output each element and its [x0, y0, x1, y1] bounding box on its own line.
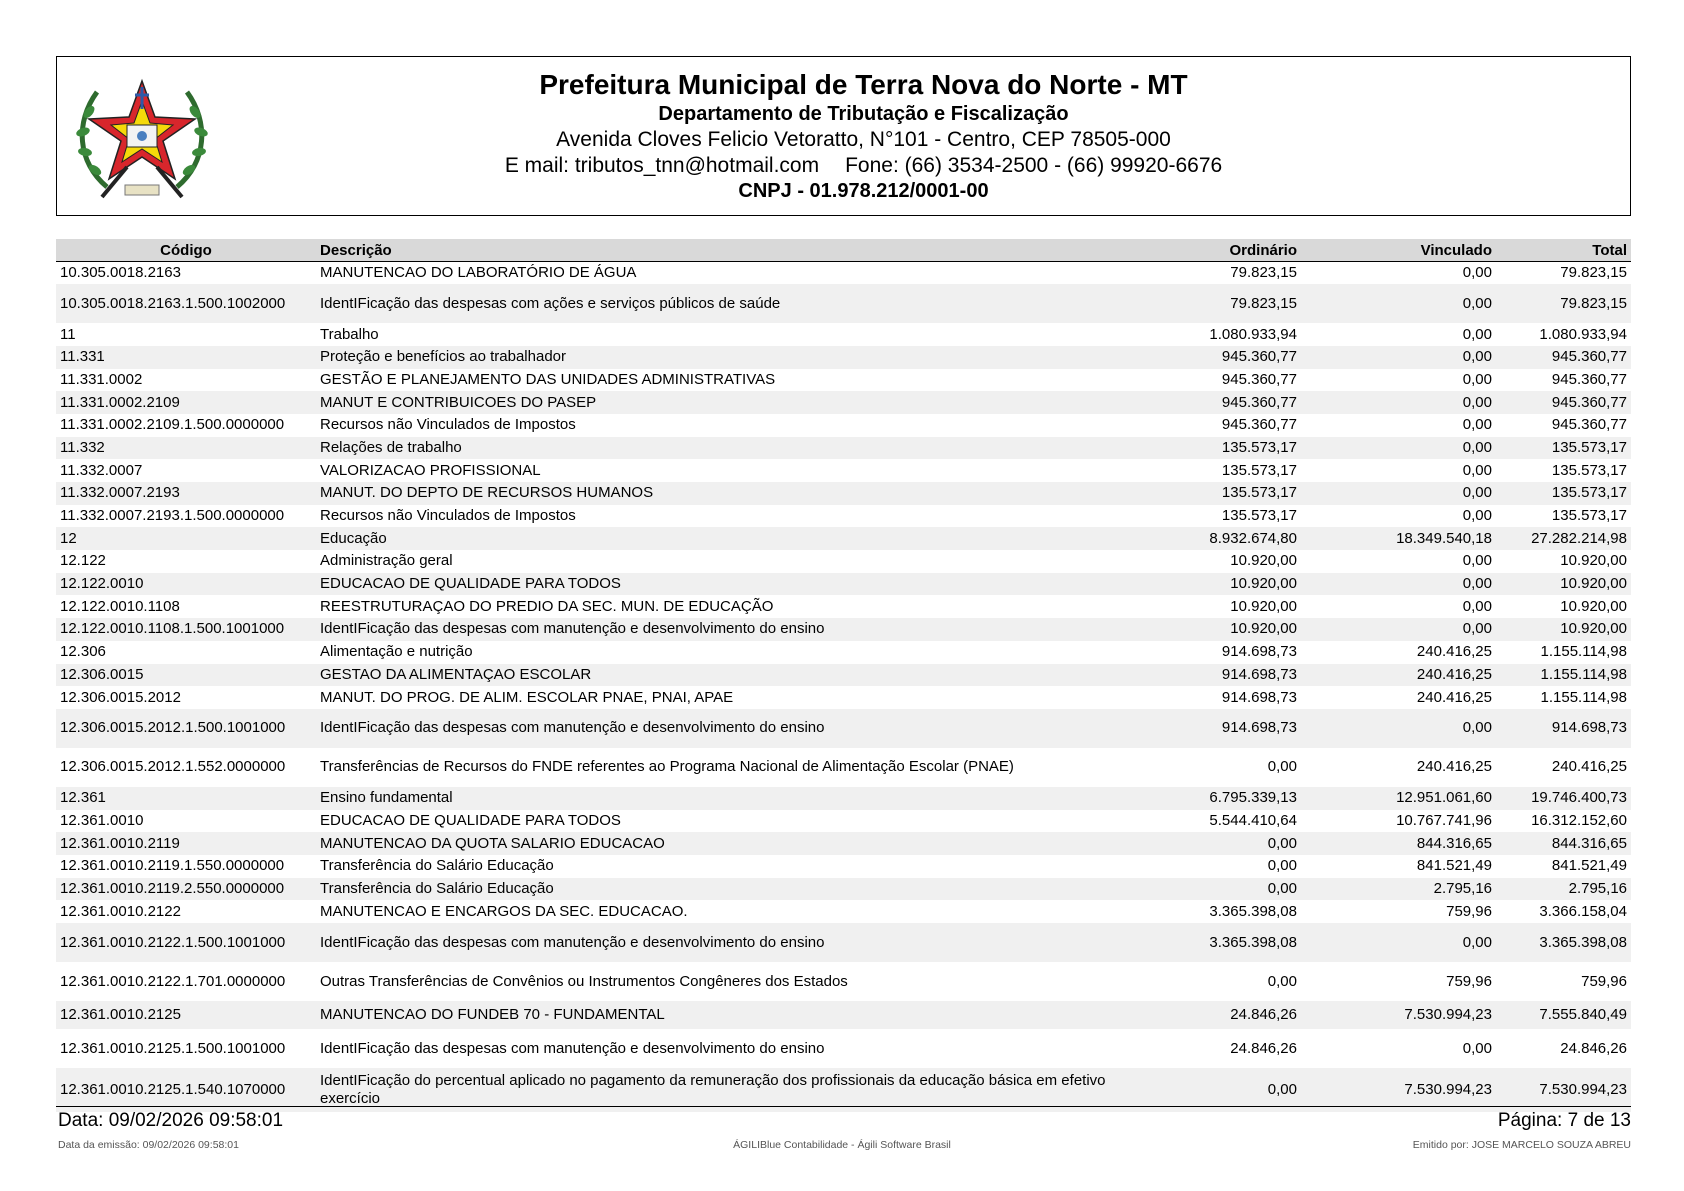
- cell-description: Administração geral: [320, 552, 453, 570]
- cell-ordinary: 0,00: [1267, 857, 1297, 875]
- cell-linked: 10.767.741,96: [1396, 811, 1492, 829]
- table-row: [56, 900, 1631, 923]
- cell-ordinary: 0,00: [1267, 1081, 1297, 1098]
- cell-description: Transferência do Salário Educação: [320, 879, 554, 897]
- cell-description: MANUT. DO PROG. DE ALIM. ESCOLAR PNAE, PNAI, APAE: [320, 688, 734, 706]
- cell-linked: 7.530.994,23: [1404, 1081, 1492, 1098]
- cell-ordinary: 24.846,26: [1230, 1006, 1297, 1023]
- cell-total: 1.155.114,98: [1540, 643, 1627, 661]
- table-body: [56, 262, 1631, 1113]
- issuer-name: Emitido por: JOSE MARCELO SOUZA ABREU: [1412, 1139, 1631, 1151]
- cell-linked: 7.530.994,23: [1404, 1006, 1492, 1023]
- cell-description: IdentIFicação das despesas com manutenção e desenvolvimento do ensino: [320, 719, 825, 737]
- cell-ordinary: 135.573,17: [1221, 461, 1297, 479]
- cell-total: 24.846,26: [1560, 1039, 1627, 1057]
- cell-code: 12.306.0015.2012.1.552.0000000: [60, 758, 286, 776]
- cell-code: 12.306.0015: [60, 665, 144, 683]
- cell-total: 7.530.994,23: [1539, 1081, 1627, 1098]
- cell-linked: 0,00: [1462, 325, 1492, 343]
- cell-ordinary: 6.795.339,13: [1209, 789, 1297, 807]
- cell-linked: 0,00: [1462, 264, 1492, 282]
- column-header-total: Total: [1496, 239, 1631, 262]
- table-row: [56, 832, 1631, 855]
- cell-description: MANUTENCAO DA QUOTA SALARIO EDUCACAO: [320, 834, 665, 852]
- cell-description: Proteção e benefícios ao trabalhador: [320, 348, 566, 366]
- cell-ordinary: 0,00: [1267, 834, 1297, 852]
- table-row: [56, 323, 1631, 346]
- table-row: [56, 1029, 1631, 1068]
- cell-code: 11.331: [60, 348, 105, 366]
- cell-code: 12.361.0010.2119: [60, 834, 180, 852]
- cell-description: Relações de trabalho: [320, 438, 462, 456]
- cell-ordinary: 10.920,00: [1230, 597, 1297, 615]
- cell-linked: 240.416,25: [1416, 758, 1492, 776]
- cell-total: 79.823,15: [1560, 294, 1627, 312]
- table-row: [56, 573, 1631, 596]
- cell-ordinary: 914.698,73: [1221, 719, 1297, 737]
- cell-description: REESTRUTURAÇAO DO PREDIO DA SEC. MUN. DE EDUCAÇÃO: [320, 597, 774, 615]
- table-row: [56, 414, 1631, 437]
- cell-code: 12.306.0015.2012: [60, 688, 181, 706]
- cell-total: 2.795,16: [1568, 879, 1627, 897]
- cell-ordinary: 0,00: [1267, 972, 1297, 990]
- cell-code: 11.331.0002.2109: [60, 393, 180, 411]
- phone: Fone: (66) 3534-2500 - (66) 99920-6676: [845, 154, 1223, 177]
- cell-linked: 759,96: [1446, 902, 1492, 920]
- cell-code: 12.122.0010: [60, 575, 144, 593]
- cell-ordinary: 0,00: [1267, 758, 1297, 776]
- software-name: ÁGILIBlue Contabilidade - Ágili Software Brasil: [733, 1139, 951, 1151]
- cell-ordinary: 3.365.398,08: [1209, 902, 1297, 920]
- table-row: [56, 505, 1631, 528]
- cell-linked: 844.316,65: [1416, 834, 1492, 852]
- cell-linked: 18.349.540,18: [1396, 529, 1492, 547]
- cell-linked: 0,00: [1462, 461, 1492, 479]
- cell-ordinary: 1.080.933,94: [1209, 325, 1297, 343]
- cell-ordinary: 10.920,00: [1230, 552, 1297, 570]
- cell-linked: 240.416,25: [1416, 665, 1492, 683]
- expense-table: [56, 239, 1631, 1112]
- cell-description: IdentIFicação das despesas com manutenção e desenvolvimento do ensino: [320, 620, 825, 638]
- cell-code: 12.122.0010.1108.1.500.1001000: [60, 620, 285, 638]
- cell-ordinary: 8.932.674,80: [1209, 529, 1297, 547]
- cell-code: 11.332.0007.2193: [60, 484, 180, 502]
- table-row: [56, 709, 1631, 748]
- cell-code: 11: [60, 325, 76, 343]
- cell-description: Outras Transferências de Convênios ou Instrumentos Congêneres dos Estados: [320, 972, 848, 990]
- cell-linked: 0,00: [1462, 484, 1492, 502]
- cell-description: VALORIZACAO PROFISSIONAL: [320, 461, 541, 479]
- cell-description: MANUTENCAO E ENCARGOS DA SEC. EDUCACAO.: [320, 902, 688, 920]
- cell-code: 12.361.0010.2122.1.500.1001000: [60, 933, 286, 951]
- table-row: [56, 664, 1631, 687]
- cell-ordinary: 945.360,77: [1221, 370, 1297, 388]
- cell-ordinary: 945.360,77: [1221, 348, 1297, 366]
- cell-total: 135.573,17: [1551, 484, 1627, 502]
- cell-description: Ensino fundamental: [320, 789, 453, 807]
- cell-ordinary: 5.544.410,64: [1209, 811, 1297, 829]
- table-row: [56, 346, 1631, 369]
- cell-code: 12.361.0010.2125: [60, 1006, 181, 1023]
- cell-total: 10.920,00: [1560, 597, 1627, 615]
- cell-linked: 0,00: [1462, 719, 1492, 737]
- department-name: Departamento de Tributação e Fiscalização: [658, 103, 1069, 125]
- cell-description: Alimentação e nutrição: [320, 643, 473, 661]
- cell-total: 1.080.933,94: [1539, 325, 1627, 343]
- cell-description: IdentIFicação das despesas com ações e serviços públicos de saúde: [320, 294, 781, 312]
- cell-description: MANUTENCAO DO LABORATÓRIO DE ÁGUA: [320, 264, 637, 282]
- cell-code: 12.361: [60, 789, 106, 807]
- cell-description: GESTÃO E PLANEJAMENTO DAS UNIDADES ADMINISTRATIVAS: [320, 370, 776, 388]
- table-row: [56, 923, 1631, 962]
- cell-description: IdentIFicação do percentual aplicado no pagamento da remuneração dos profissionais da educação básica em efetivo exercício: [320, 1072, 1106, 1107]
- cell-linked: 0,00: [1462, 393, 1492, 411]
- cell-code: 12.361.0010.2125.1.500.1001000: [60, 1039, 286, 1057]
- cell-code: 11.331.0002.2109.1.500.0000000: [60, 416, 285, 434]
- table-row: [56, 284, 1631, 323]
- cell-linked: 12.951.061,60: [1396, 789, 1492, 807]
- table-row: [56, 527, 1631, 550]
- table-header-row: [56, 239, 1631, 262]
- cell-ordinary: 10.920,00: [1230, 620, 1297, 638]
- cell-total: 3.365.398,08: [1539, 933, 1627, 951]
- cell-code: 10.305.0018.2163.1.500.1002000: [60, 294, 286, 312]
- cell-ordinary: 914.698,73: [1221, 688, 1297, 706]
- cell-code: 12.361.0010.2122.1.701.0000000: [60, 972, 286, 990]
- cell-code: 12.361.0010.2119.1.550.0000000: [60, 857, 285, 875]
- cell-linked: 0,00: [1462, 294, 1492, 312]
- cell-total: 844.316,65: [1551, 834, 1627, 852]
- cell-total: 10.920,00: [1560, 575, 1627, 593]
- cell-description: Recursos não Vinculados de Impostos: [320, 507, 576, 525]
- cell-description: MANUT E CONTRIBUICOES DO PASEP: [320, 393, 597, 411]
- cell-linked: 0,00: [1462, 416, 1492, 434]
- column-header-description: Descrição: [316, 239, 1136, 262]
- cell-ordinary: 945.360,77: [1221, 416, 1297, 434]
- cell-ordinary: 135.573,17: [1221, 507, 1297, 525]
- cell-description: IdentIFicação das despesas com manutenção e desenvolvimento do ensino: [320, 933, 825, 951]
- page-number: Página: 7 de 13: [1497, 1110, 1631, 1131]
- cell-total: 1.155.114,98: [1540, 688, 1627, 706]
- table-row: [56, 262, 1631, 285]
- cell-total: 10.920,00: [1560, 552, 1627, 570]
- table-row: [56, 855, 1631, 878]
- cell-total: 240.416,25: [1551, 758, 1627, 776]
- cell-description: GESTAO DA ALIMENTAÇAO ESCOLAR: [320, 665, 592, 683]
- cell-ordinary: 135.573,17: [1221, 484, 1297, 502]
- cell-ordinary: 135.573,17: [1221, 438, 1297, 456]
- table-row: [56, 787, 1631, 810]
- address: Avenida Cloves Felicio Vetoratto, N°101 - Centro, CEP 78505-000: [556, 128, 1171, 151]
- cell-total: 79.823,15: [1560, 264, 1627, 282]
- table-row: [56, 437, 1631, 460]
- table-row: [56, 618, 1631, 641]
- cell-code: 12.361.0010.2125.1.540.1070000: [60, 1081, 286, 1098]
- table-row: [56, 482, 1631, 505]
- column-header-ordinary: Ordinário: [1136, 239, 1301, 262]
- table-row: [56, 595, 1631, 618]
- cell-code: 11.332.0007: [60, 461, 143, 479]
- table-row: [56, 686, 1631, 709]
- cell-description: MANUTENCAO DO FUNDEB 70 - FUNDAMENTAL: [320, 1006, 665, 1023]
- cell-code: 12.122.0010.1108: [60, 597, 180, 615]
- cell-total: 19.746.400,73: [1531, 789, 1627, 807]
- cell-ordinary: 945.360,77: [1221, 393, 1297, 411]
- cell-description: Recursos não Vinculados de Impostos: [320, 416, 576, 434]
- cell-description: Trabalho: [320, 325, 379, 343]
- column-header-linked: Vinculado: [1301, 239, 1496, 262]
- page-title: Prefeitura Municipal de Terra Nova do Norte - MT: [539, 69, 1188, 100]
- cell-linked: 0,00: [1462, 370, 1492, 388]
- cell-linked: 0,00: [1462, 438, 1492, 456]
- cell-ordinary: 79.823,15: [1230, 294, 1297, 312]
- table-row: [56, 641, 1631, 664]
- cell-total: 945.360,77: [1551, 348, 1627, 366]
- cell-linked: 0,00: [1462, 933, 1492, 951]
- cnpj: CNPJ - 01.978.212/0001-00: [738, 180, 989, 202]
- email: E mail: tributos_tnn@hotmail.com: [504, 154, 820, 177]
- cell-ordinary: 10.920,00: [1230, 575, 1297, 593]
- cell-description: EDUCACAO DE QUALIDADE PARA TODOS: [320, 575, 621, 593]
- table-row: [56, 459, 1631, 482]
- cell-ordinary: 79.823,15: [1230, 264, 1297, 282]
- cell-total: 914.698,73: [1551, 719, 1627, 737]
- cell-linked: 841.521,49: [1416, 857, 1492, 875]
- cell-total: 135.573,17: [1551, 507, 1627, 525]
- cell-total: 7.555.840,49: [1539, 1006, 1627, 1023]
- cell-ordinary: 3.365.398,08: [1209, 933, 1297, 951]
- cell-linked: 0,00: [1462, 620, 1492, 638]
- cell-code: 12.361.0010: [60, 811, 144, 829]
- cell-linked: 0,00: [1462, 575, 1492, 593]
- cell-total: 3.366.158,04: [1539, 902, 1627, 920]
- cell-code: 11.332: [60, 438, 105, 456]
- cell-linked: 0,00: [1462, 1039, 1492, 1057]
- cell-code: 12.361.0010.2119.2.550.0000000: [60, 879, 285, 897]
- cell-total: 1.155.114,98: [1540, 665, 1627, 683]
- cell-total: 27.282.214,98: [1531, 529, 1627, 547]
- cell-total: 16.312.152,60: [1531, 811, 1627, 829]
- contact-line: [97, 153, 1630, 179]
- cell-linked: 0,00: [1462, 348, 1492, 366]
- cell-total: 759,96: [1581, 972, 1627, 990]
- cell-ordinary: 0,00: [1267, 879, 1297, 897]
- table-row: [56, 369, 1631, 392]
- footer-divider: [56, 1106, 1631, 1107]
- cell-ordinary: 914.698,73: [1221, 643, 1297, 661]
- cell-description: Educação: [320, 529, 387, 547]
- cell-linked: 0,00: [1462, 507, 1492, 525]
- cell-description: IdentIFicação das despesas com manutenção e desenvolvimento do ensino: [320, 1039, 825, 1057]
- cell-ordinary: 24.846,26: [1230, 1039, 1297, 1057]
- report-header: [56, 56, 1631, 216]
- table-row: [56, 391, 1631, 414]
- cell-description: Transferência do Salário Educação: [320, 857, 554, 875]
- cell-code: 11.331.0002: [60, 370, 143, 388]
- cell-total: 135.573,17: [1551, 438, 1627, 456]
- table-row: [56, 550, 1631, 573]
- cell-code: 12.122: [60, 552, 106, 570]
- header-text: [57, 69, 1630, 203]
- table-row: [56, 810, 1631, 833]
- cell-total: 841.521,49: [1551, 857, 1627, 875]
- cell-total: 945.360,77: [1551, 416, 1627, 434]
- cell-code: 12.306.0015.2012.1.500.1001000: [60, 719, 286, 737]
- cell-description: MANUT. DO DEPTO DE RECURSOS HUMANOS: [320, 484, 654, 502]
- cell-total: 945.360,77: [1551, 370, 1627, 388]
- cell-code: 11.332.0007.2193.1.500.0000000: [60, 507, 285, 525]
- cell-total: 10.920,00: [1560, 620, 1627, 638]
- cell-code: 12.306: [60, 643, 106, 661]
- table-row: [56, 748, 1631, 787]
- cell-linked: 0,00: [1462, 597, 1492, 615]
- cell-total: 945.360,77: [1551, 393, 1627, 411]
- cell-linked: 240.416,25: [1416, 688, 1492, 706]
- cell-code: 10.305.0018.2163: [60, 264, 181, 282]
- footer-date: Data: 09/02/2026 09:58:01: [58, 1110, 284, 1131]
- cell-code: 12: [60, 529, 77, 547]
- cell-description: Transferências de Recursos do FNDE referentes ao Programa Nacional de Alimentação Escolar (PNAE): [320, 758, 1014, 776]
- cell-linked: 0,00: [1462, 552, 1492, 570]
- cell-linked: 759,96: [1446, 972, 1492, 990]
- cell-description: EDUCACAO DE QUALIDADE PARA TODOS: [320, 811, 621, 829]
- column-header-code: Código: [56, 239, 316, 262]
- cell-linked: 2.795,16: [1433, 879, 1492, 897]
- table-row: [56, 962, 1631, 1001]
- emission-date: Data da emissão: 09/02/2026 09:58:01: [58, 1139, 239, 1151]
- cell-ordinary: 914.698,73: [1221, 665, 1297, 683]
- cell-linked: 240.416,25: [1416, 643, 1492, 661]
- cell-code: 12.361.0010.2122: [60, 902, 181, 920]
- cell-total: 135.573,17: [1551, 461, 1627, 479]
- table-row: [56, 878, 1631, 901]
- table-row: [56, 1001, 1631, 1029]
